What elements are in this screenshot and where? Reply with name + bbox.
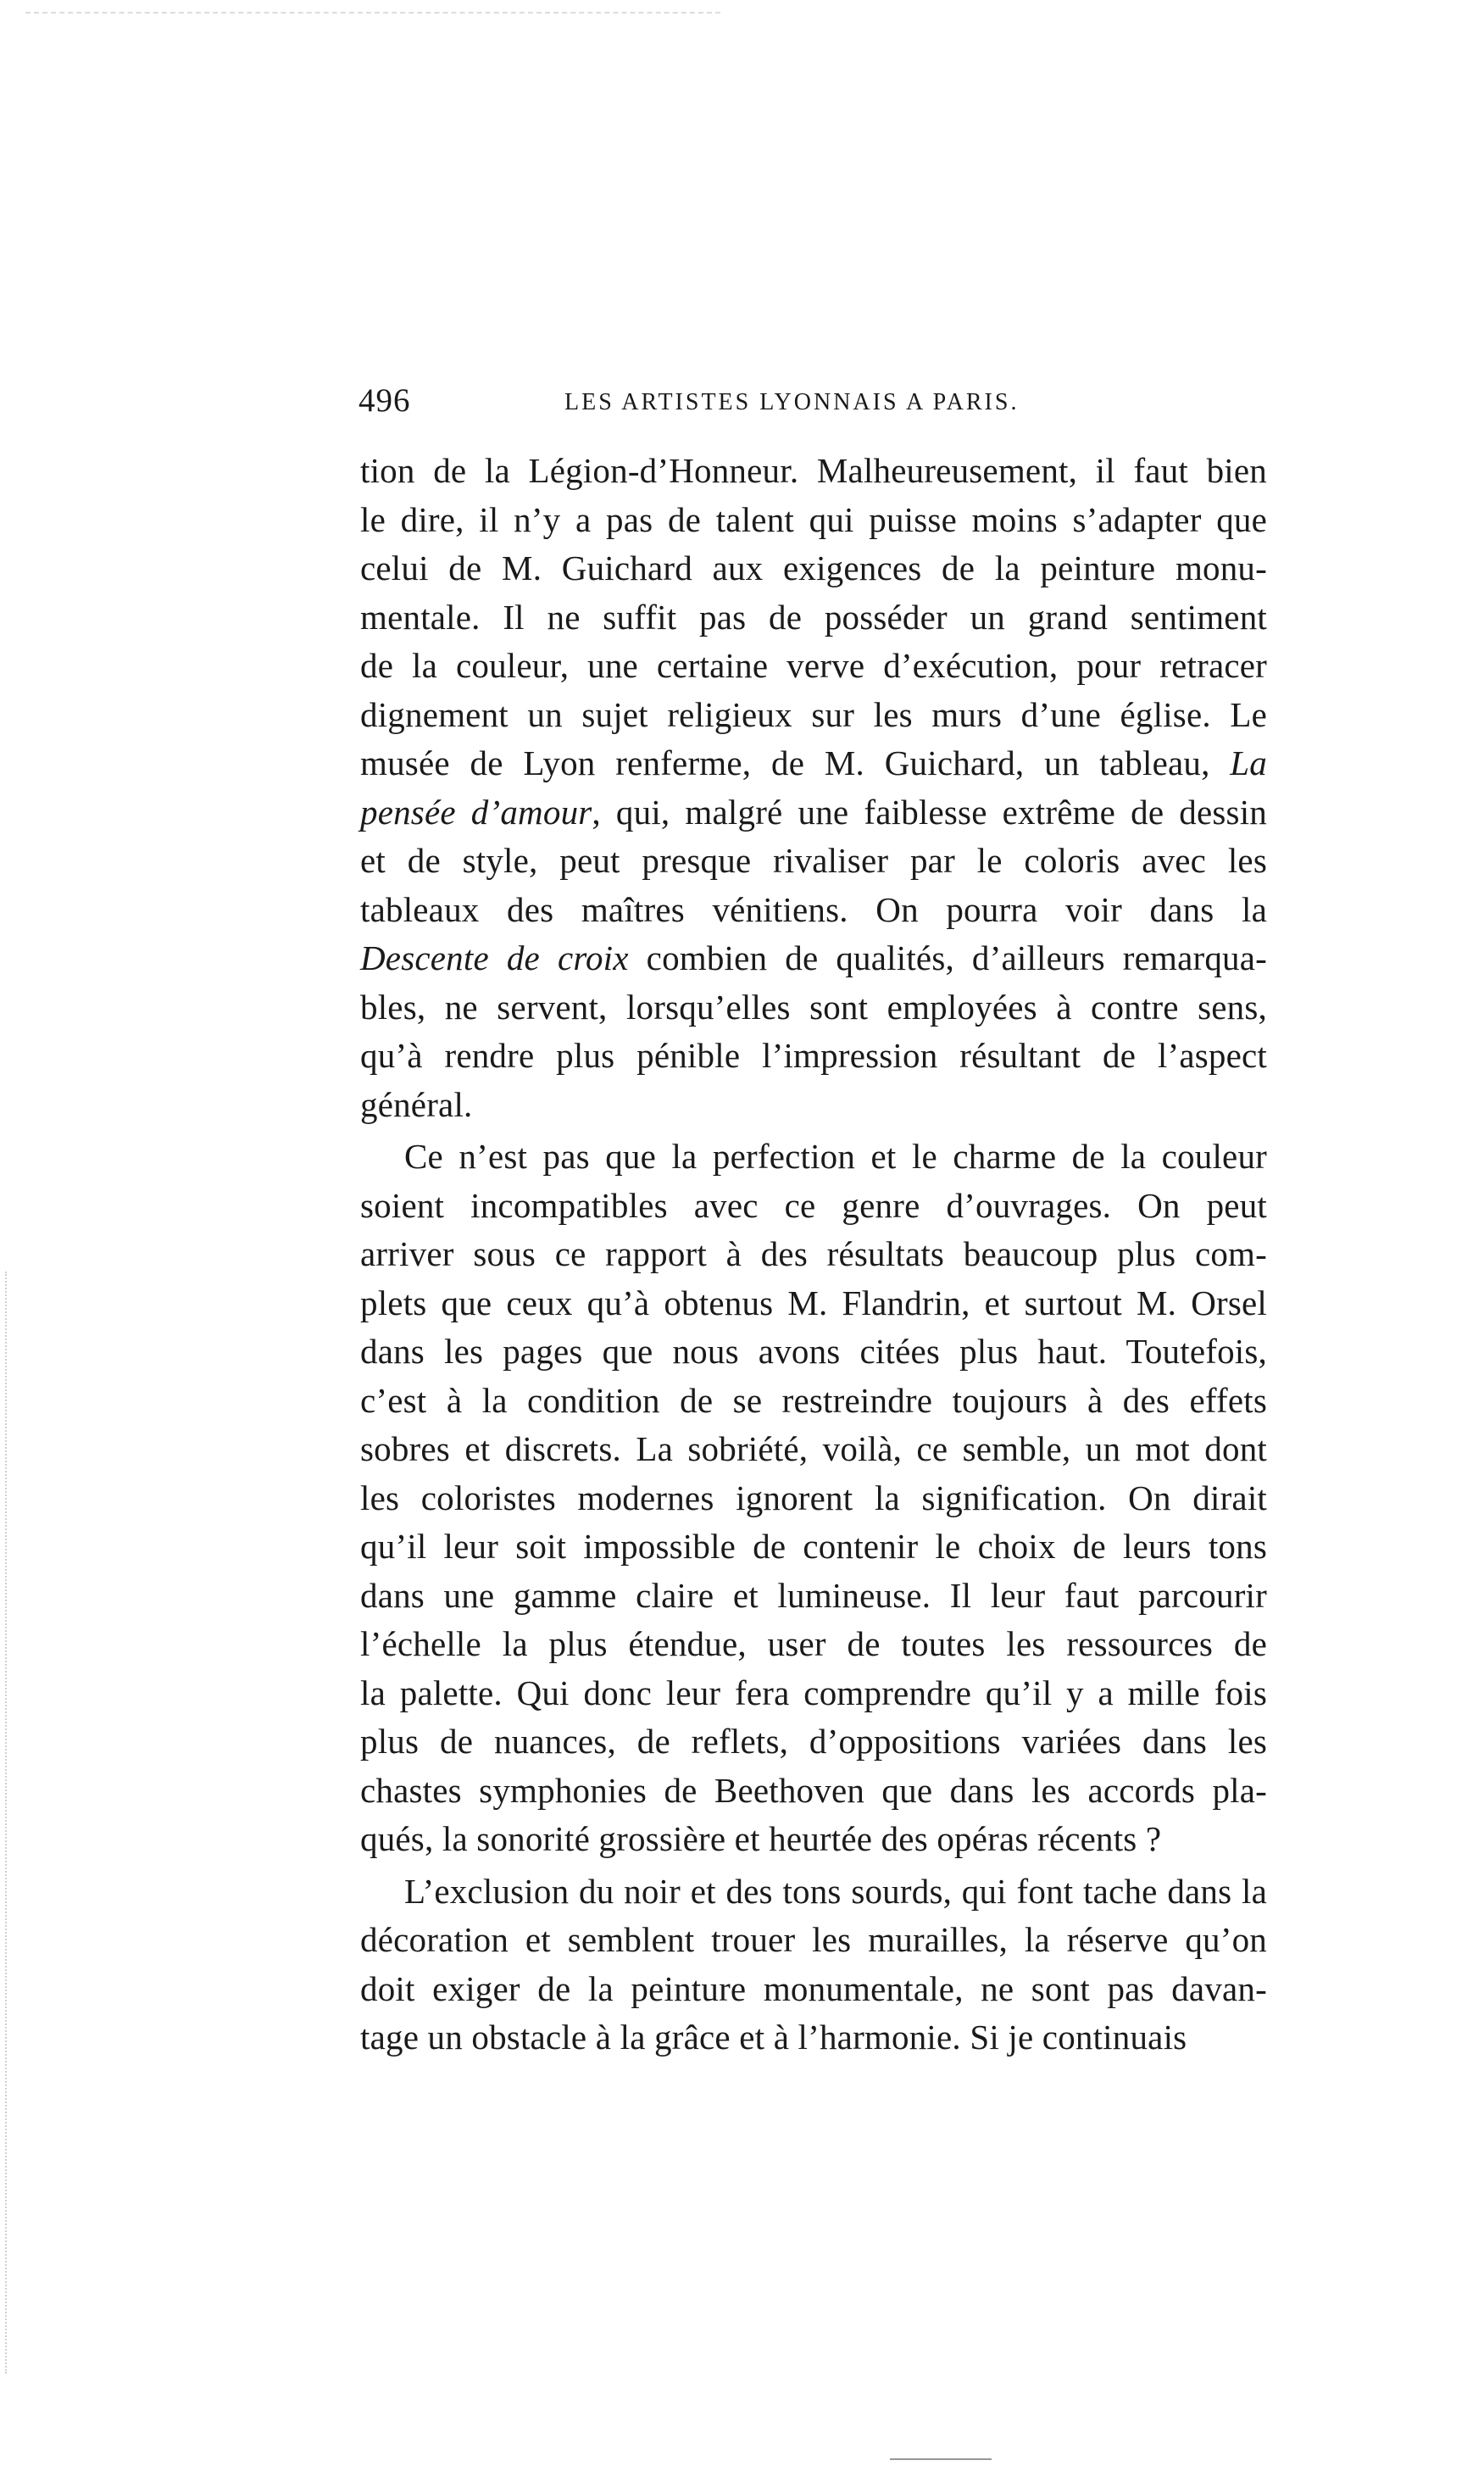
text-line — [360, 1916, 1267, 1965]
italic-title: La — [1230, 743, 1267, 782]
text-line — [360, 1767, 1267, 1816]
line-text: l’échelle la plus étendue, user de toutes les ressources de — [360, 1624, 1267, 1663]
line-text: celui de M. Guichard aux exigences de la peinture monu- — [360, 548, 1267, 587]
body-text — [360, 447, 1267, 2062]
text-line — [360, 739, 1267, 788]
line-text: dans les pages que nous avons citées plus haut. Toutefois, — [360, 1332, 1267, 1371]
paragraph — [360, 447, 1267, 1129]
scan-rule-bottom — [890, 2458, 992, 2460]
text-line — [360, 447, 1267, 496]
line-text: la palette. Qui donc leur fera comprendre qu’il y a mille fois — [360, 1673, 1267, 1712]
line-text: décoration et semblent trouer les murailles, la réserve qu’on — [360, 1920, 1267, 1959]
line-text: plets que ceux qu’à obtenus M. Flandrin, et surtout M. Orsel — [360, 1283, 1267, 1322]
line-text: musée de Lyon renferme, de M. Guichard, un tableau, — [360, 743, 1231, 782]
line-text: dans une gamme claire et lumineuse. Il leur faut parcourir — [360, 1575, 1267, 1615]
running-title: LES ARTISTES LYONNAIS A PARIS. — [564, 389, 1020, 415]
line-text: combien de qualités, d’ailleurs remarqua- — [628, 938, 1267, 977]
text-line — [360, 642, 1267, 691]
page-number: 496 — [358, 382, 411, 419]
line-text: , qui, malgré une faiblesse extrême de dessin — [592, 792, 1267, 832]
paragraph — [360, 1867, 1267, 2062]
italic-title: Descente de croix — [360, 938, 629, 977]
line-text: tage un obstacle à la grâce et à l’harmonie. Si je continuais — [360, 2018, 1187, 2057]
line-text: arriver sous ce rapport à des résultats beaucoup plus com- — [360, 1234, 1267, 1273]
text-line — [360, 1425, 1267, 1474]
text-line — [360, 1620, 1267, 1669]
line-text: tableaux des maîtres vénitiens. On pourra voir dans la — [360, 889, 1267, 929]
text-line — [360, 1965, 1267, 2014]
text-line — [360, 1230, 1267, 1279]
paragraph — [360, 1133, 1267, 1864]
text-line — [360, 983, 1267, 1032]
text-line — [360, 544, 1267, 593]
text-line — [360, 593, 1267, 643]
text-line — [360, 691, 1267, 740]
line-text: Ce n’est pas que la perfection et le charme de la couleur — [404, 1137, 1267, 1176]
text-line — [360, 496, 1267, 545]
scan-edge-left — [5, 1272, 8, 2374]
text-line — [360, 1081, 1267, 1130]
text-line — [360, 886, 1267, 935]
line-text: L’exclusion du noir et des tons sourds, qui font tache dans la — [404, 1871, 1267, 1911]
line-text: tion de la Légion-d’Honneur. Malheureusement, il faut bien — [360, 451, 1267, 490]
text-line — [360, 837, 1267, 886]
line-text: soient incompatibles avec ce genre d’ouvrages. On peut — [360, 1185, 1267, 1225]
text-line — [360, 1182, 1267, 1231]
text-line — [360, 1717, 1267, 1767]
text-line — [360, 1572, 1267, 1621]
text-line — [360, 788, 1267, 838]
italic-title: pensée d’amour — [360, 792, 592, 832]
text-line — [360, 1867, 1267, 1917]
line-text: bles, ne servent, lorsqu’elles sont employées à contre sens, — [360, 987, 1267, 1027]
page-header — [358, 384, 1265, 418]
line-text: qu’il leur soit impossible de contenir le choix de leurs tons — [360, 1527, 1267, 1566]
line-text: chastes symphonies de Beethoven que dans les accords pla- — [360, 1770, 1267, 1810]
line-text: les coloristes modernes ignorent la signification. On dirait — [360, 1478, 1267, 1517]
line-text: le dire, il n’y a pas de talent qui puisse moins s’adapter que — [360, 499, 1267, 539]
text-line — [360, 1377, 1267, 1426]
line-text: et de style, peut presque rivaliser par le coloris avec les — [360, 841, 1267, 880]
text-line — [360, 1279, 1267, 1328]
line-text: qués, la sonorité grossière et heurtée des opéras récents ? — [360, 1819, 1162, 1858]
text-line — [360, 1032, 1267, 1081]
text-line — [360, 1327, 1267, 1377]
scan-edge-top — [25, 0, 720, 14]
line-text: c’est à la condition de se restreindre toujours à des effets — [360, 1380, 1267, 1420]
line-text: sobres et discrets. La sobriété, voilà, ce semble, un mot dont — [360, 1429, 1267, 1468]
line-text: général. — [360, 1084, 473, 1124]
line-text: de la couleur, une certaine verve d’exécution, pour retracer — [360, 646, 1267, 685]
text-line — [360, 934, 1267, 983]
line-text: plus de nuances, de reflets, d’oppositions variées dans les — [360, 1722, 1267, 1761]
text-line — [360, 1815, 1267, 1864]
text-line — [360, 1522, 1267, 1572]
text-line — [360, 1474, 1267, 1523]
text-line — [360, 2013, 1267, 2062]
line-text: qu’à rendre plus pénible l’impression résultant de l’aspect — [360, 1036, 1267, 1075]
line-text: doit exiger de la peinture monumentale, ne sont pas davan- — [360, 1968, 1267, 2008]
text-line — [360, 1133, 1267, 1182]
line-text: dignement un sujet religieux sur les murs d’une église. Le — [360, 694, 1267, 734]
line-text: mentale. Il ne suffit pas de posséder un grand sentiment — [360, 597, 1267, 637]
text-line — [360, 1669, 1267, 1718]
